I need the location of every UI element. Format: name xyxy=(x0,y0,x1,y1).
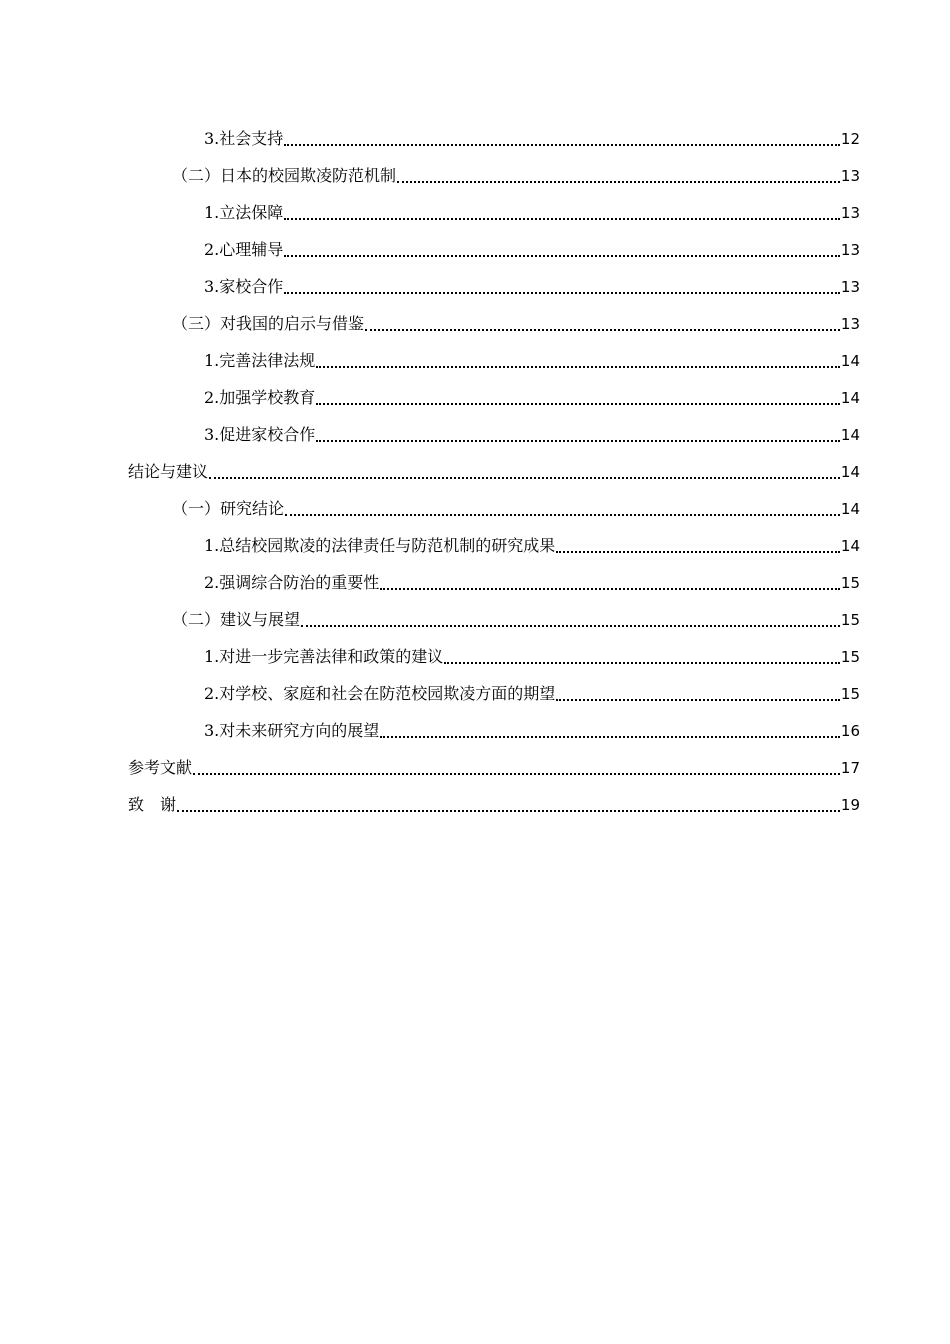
toc-page-number: 17 xyxy=(840,759,860,777)
toc-entry[interactable] xyxy=(128,558,860,595)
toc-entry[interactable] xyxy=(128,595,860,632)
toc-dot-leader xyxy=(365,329,840,331)
toc-entry-label: 3.促进家校合作 xyxy=(204,425,316,444)
toc-entry[interactable] xyxy=(128,225,860,262)
table-of-contents xyxy=(128,114,860,817)
toc-dot-leader xyxy=(316,440,840,442)
toc-entry[interactable] xyxy=(128,151,860,188)
toc-entry-label: 结论与建议 xyxy=(128,462,209,481)
toc-entry[interactable] xyxy=(128,114,860,151)
toc-entry[interactable] xyxy=(128,743,860,780)
toc-entry[interactable] xyxy=(128,447,860,484)
toc-page-number: 14 xyxy=(840,389,860,407)
toc-dot-leader xyxy=(284,144,840,146)
toc-entry-label: 致 谢 xyxy=(128,795,177,814)
toc-page-number: 14 xyxy=(840,426,860,444)
toc-entry-label: 2.心理辅导 xyxy=(204,240,284,259)
toc-page-number: 12 xyxy=(840,130,860,148)
toc-page-number: 16 xyxy=(840,722,860,740)
toc-dot-leader xyxy=(177,810,840,812)
toc-page-number: 15 xyxy=(840,685,860,703)
toc-entry[interactable] xyxy=(128,336,860,373)
toc-dot-leader xyxy=(301,625,840,627)
toc-entry[interactable] xyxy=(128,521,860,558)
toc-entry-label: 1.立法保障 xyxy=(204,203,284,222)
toc-entry-label: （三）对我国的启示与借鉴 xyxy=(172,314,365,333)
toc-page-number: 13 xyxy=(840,204,860,222)
toc-page-number: 13 xyxy=(840,278,860,296)
toc-page-number: 15 xyxy=(840,611,860,629)
toc-dot-leader xyxy=(285,514,840,516)
toc-page-number: 14 xyxy=(840,537,860,555)
toc-dot-leader xyxy=(380,736,840,738)
toc-page-number: 14 xyxy=(840,352,860,370)
toc-dot-leader xyxy=(556,699,840,701)
toc-page-number: 13 xyxy=(840,241,860,259)
toc-dot-leader xyxy=(284,218,840,220)
toc-page-number: 19 xyxy=(840,796,860,814)
toc-page-number: 13 xyxy=(840,315,860,333)
toc-page-number: 14 xyxy=(840,463,860,481)
toc-page-number: 14 xyxy=(840,500,860,518)
toc-dot-leader xyxy=(316,366,840,368)
toc-entry-label: （一）研究结论 xyxy=(172,499,285,518)
toc-entry-label: 参考文献 xyxy=(128,758,193,777)
toc-entry[interactable] xyxy=(128,484,860,521)
toc-dot-leader xyxy=(193,773,840,775)
toc-entry-label: 3.对未来研究方向的展望 xyxy=(204,721,380,740)
toc-dot-leader xyxy=(316,403,840,405)
toc-entry-label: 3.社会支持 xyxy=(204,129,284,148)
toc-entry[interactable] xyxy=(128,632,860,669)
toc-dot-leader xyxy=(397,181,840,183)
toc-entry-label: 2.对学校、家庭和社会在防范校园欺凌方面的期望 xyxy=(204,684,556,703)
toc-entry[interactable] xyxy=(128,780,860,817)
toc-entry[interactable] xyxy=(128,373,860,410)
toc-entry[interactable] xyxy=(128,706,860,743)
toc-entry[interactable] xyxy=(128,188,860,225)
toc-dot-leader xyxy=(284,255,840,257)
toc-page-number: 15 xyxy=(840,574,860,592)
toc-dot-leader xyxy=(556,551,840,553)
toc-dot-leader xyxy=(209,477,840,479)
toc-page-number: 15 xyxy=(840,648,860,666)
toc-entry-label: 1.总结校园欺凌的法律责任与防范机制的研究成果 xyxy=(204,536,556,555)
toc-entry-label: 2.加强学校教育 xyxy=(204,388,316,407)
toc-entry-label: 3.家校合作 xyxy=(204,277,284,296)
toc-entry-label: 2.强调综合防治的重要性 xyxy=(204,573,380,592)
toc-entry[interactable] xyxy=(128,299,860,336)
toc-dot-leader xyxy=(380,588,840,590)
toc-entry[interactable] xyxy=(128,262,860,299)
toc-dot-leader xyxy=(284,292,840,294)
toc-entry-label: 1.对进一步完善法律和政策的建议 xyxy=(204,647,444,666)
toc-entry-label: （二）日本的校园欺凌防范机制 xyxy=(172,166,397,185)
toc-entry[interactable] xyxy=(128,410,860,447)
toc-entry[interactable] xyxy=(128,669,860,706)
toc-entry-label: 1.完善法律法规 xyxy=(204,351,316,370)
toc-dot-leader xyxy=(444,662,840,664)
toc-page-number: 13 xyxy=(840,167,860,185)
toc-entry-label: （二）建议与展望 xyxy=(172,610,301,629)
